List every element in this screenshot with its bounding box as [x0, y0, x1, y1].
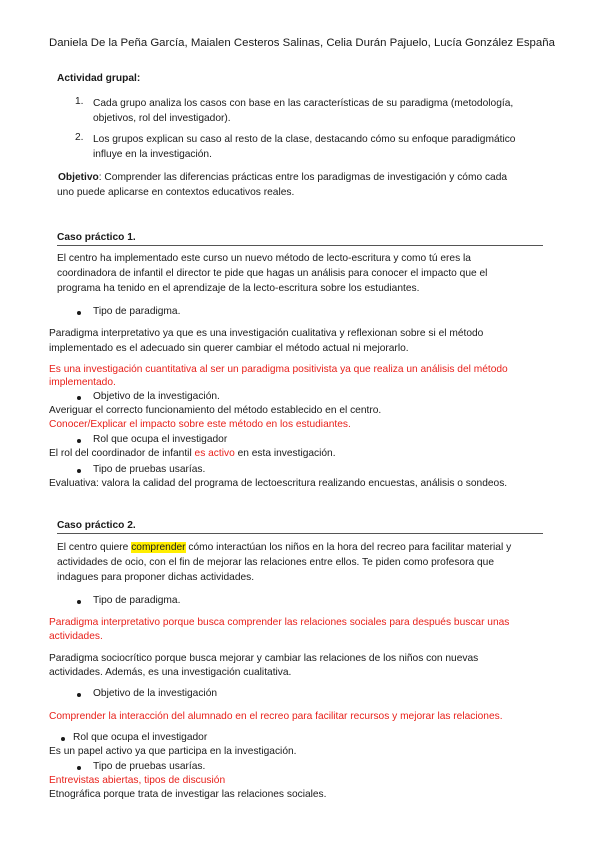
bullet-icon — [77, 600, 81, 604]
case1-red-paradigm-line1: Es una investigación cuantitativa al ser un paradigma positivista ya que realiza un análisis del método — [49, 364, 508, 375]
case2-statement-after: cómo interactúan los niños en la hora del recreo para facilitar material y — [185, 542, 512, 553]
case2-divider — [57, 533, 543, 534]
case2-tests: Etnográfica porque trata de investigar las relaciones sociales. — [49, 789, 327, 800]
case2-red-tests: Entrevistas abiertas, tipos de discusión — [49, 775, 226, 786]
case1-statement-line1: El centro ha implementado este curso un nuevo método de lecto-escritura y como tú eres la — [57, 253, 471, 264]
case2-paradigm-line2: actividades. Además, es una investigación cualitativa. — [49, 667, 292, 678]
list-number: 2. — [75, 132, 84, 143]
objective-line2: uno puede aplicarse en contextos educativos reales. — [57, 187, 295, 198]
case2-bullet-role: Rol que ocupa el investigador — [73, 732, 208, 743]
case1-bullet-paradigm: Tipo de paradigma. — [93, 306, 181, 317]
case1-bullet-objective: Objetivo de la investigación. — [93, 391, 220, 402]
case1-bullet-role: Rol que ocupa el investigador — [93, 434, 228, 445]
objective-text: : Comprender las diferencias prácticas entre los paradigmas de investigación y cómo cada — [98, 172, 508, 183]
case1-role-after: en esta investigación. — [234, 448, 336, 459]
case2-statement-line2: actividades de ocio, con el fin de mejorar las relaciones entre ellos. Te piden como profesora que — [57, 557, 494, 568]
case2-title: Caso práctico 2. — [57, 520, 136, 531]
case2-statement-before: El centro quiere — [57, 542, 132, 553]
bullet-icon — [77, 766, 81, 770]
case1-statement-line2: coordinadora de infantil el director te pide que hagas un análisis para conocer el impacto que el — [57, 268, 488, 279]
case2-bullet-paradigm: Tipo de paradigma. — [93, 595, 181, 606]
list-item-2-line1: Los grupos explican su caso al resto de la clase, destacando cómo su enfoque paradigmático — [93, 134, 516, 145]
case2-bullet-tests: Tipo de pruebas usarías. — [93, 761, 206, 772]
list-item-2-line2: influye en la investigación. — [93, 149, 212, 160]
bullet-icon — [77, 311, 81, 315]
case2-red-paradigm-line1: Paradigma interpretativo porque busca comprender las relaciones sociales para después buscar unas — [49, 617, 510, 628]
case1-divider — [57, 245, 543, 246]
bullet-icon — [77, 396, 81, 400]
bullet-icon — [77, 693, 81, 697]
case2-highlighted-word: comprender — [131, 542, 186, 553]
case1-bullet-tests: Tipo de pruebas usarías. — [93, 464, 206, 475]
objective-line1 — [58, 170, 507, 185]
case2-statement-line3: indagues para proponer dichas actividades. — [57, 572, 255, 583]
list-item-1-line1: Cada grupo analiza los casos con base en las características de su paradigma (metodología, — [93, 98, 514, 109]
case1-statement-line3: programa ha tenido en el aprendizaje de la lecto-escritura sobre los estudiantes. — [57, 283, 420, 294]
case2-role: Es un papel activo ya que participa en la investigación. — [49, 746, 297, 757]
case1-role-red: es activo — [194, 448, 235, 459]
case1-tests: Evaluativa: valora la calidad del programa de lectoescritura realizando encuestas, análisis o sondeos. — [49, 478, 508, 489]
case1-title: Caso práctico 1. — [57, 232, 136, 243]
case2-red-paradigm-line2: actividades. — [49, 631, 103, 642]
case1-paradigm-line2: implementado es el adecuado sin querer cambiar el método actual ni mejorarlo. — [49, 343, 409, 354]
case2-statement-line1 — [57, 540, 511, 555]
bullet-icon — [61, 737, 65, 741]
list-number: 1. — [75, 96, 84, 107]
objective-label: Objetivo — [58, 172, 99, 183]
bullet-icon — [77, 469, 81, 473]
case1-paradigm-line1: Paradigma interpretativo ya que es una investigación cualitativa y reflexionan sobre si el método — [49, 328, 484, 339]
list-item-1-line2: objetivos, rol del investigador). — [93, 113, 231, 124]
case2-bullet-objective: Objetivo de la investigación — [93, 688, 218, 699]
case1-red-paradigm-line2: implementado. — [49, 377, 116, 388]
bullet-icon — [77, 439, 81, 443]
case2-paradigm-line1: Paradigma sociocrítico porque busca mejorar y cambiar las relaciones de los niños con nuevas — [49, 653, 479, 664]
case1-objective: Averiguar el correcto funcionamiento del método establecido en el centro. — [49, 405, 382, 416]
case1-role-before: El rol del coordinador de infantil — [49, 448, 195, 459]
case1-red-objective: Conocer/Explicar el impacto sobre este método en los estudiantes. — [49, 419, 351, 430]
case2-red-objective: Comprender la interacción del alumnado en el recreo para facilitar recursos y mejorar las relaciones. — [49, 711, 503, 722]
page-header-authors: Daniela De la Peña García, Maialen Cesteros Salinas, Celia Durán Pajuelo, Lucía González España — [49, 37, 555, 49]
case1-role — [49, 446, 336, 461]
activity-title: Actividad grupal: — [57, 73, 141, 84]
